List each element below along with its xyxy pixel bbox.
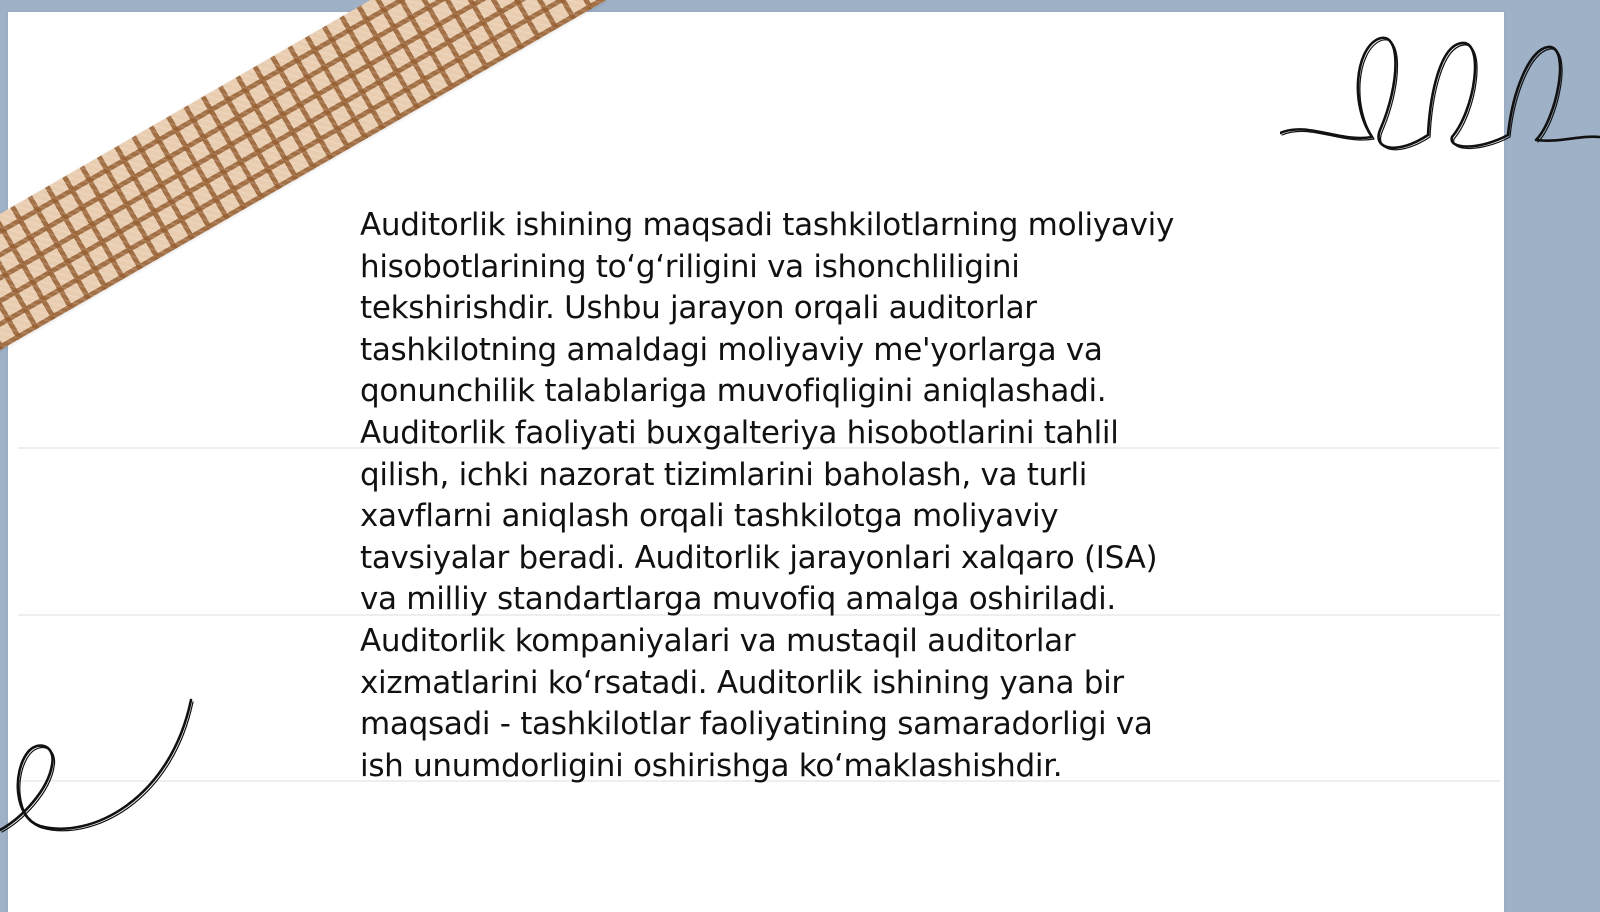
loop-swoosh-doodle bbox=[0, 690, 210, 850]
body-paragraph: Auditorlik ishining maqsadi tashkilotlarning moliyaviy hisobotlarining toʻgʻriligini va ishonchliligini tekshirishdir. Ushbu jarayon orqali auditorlar tashkilotning amaldagi moliyaviy me'yorlarga va qonunchilik talablariga muvofiqligini aniqlashadi. Auditorlik faoliyati buxgalteriya hisobotlarini tahlil qilish, ichki nazorat tizimlarini baholash, va turli xavflarni aniqlash orqali tashkilotga moliyaviy tavsiyalar beradi. Auditorlik jarayonlari xalqaro (ISA) va milliy standartlarga muvofiq amalga oshiriladi. Auditorlik kompaniyalari va mustaqil auditorlar xizmatlarini koʻrsatadi. Auditorlik ishining yana bir maqsadi - tashkilotlar faoliyatining samaradorligi va ish unumdorligini oshirishga koʻmaklashishdir. bbox=[360, 207, 1175, 784]
curly-loops-doodle bbox=[1280, 25, 1600, 165]
